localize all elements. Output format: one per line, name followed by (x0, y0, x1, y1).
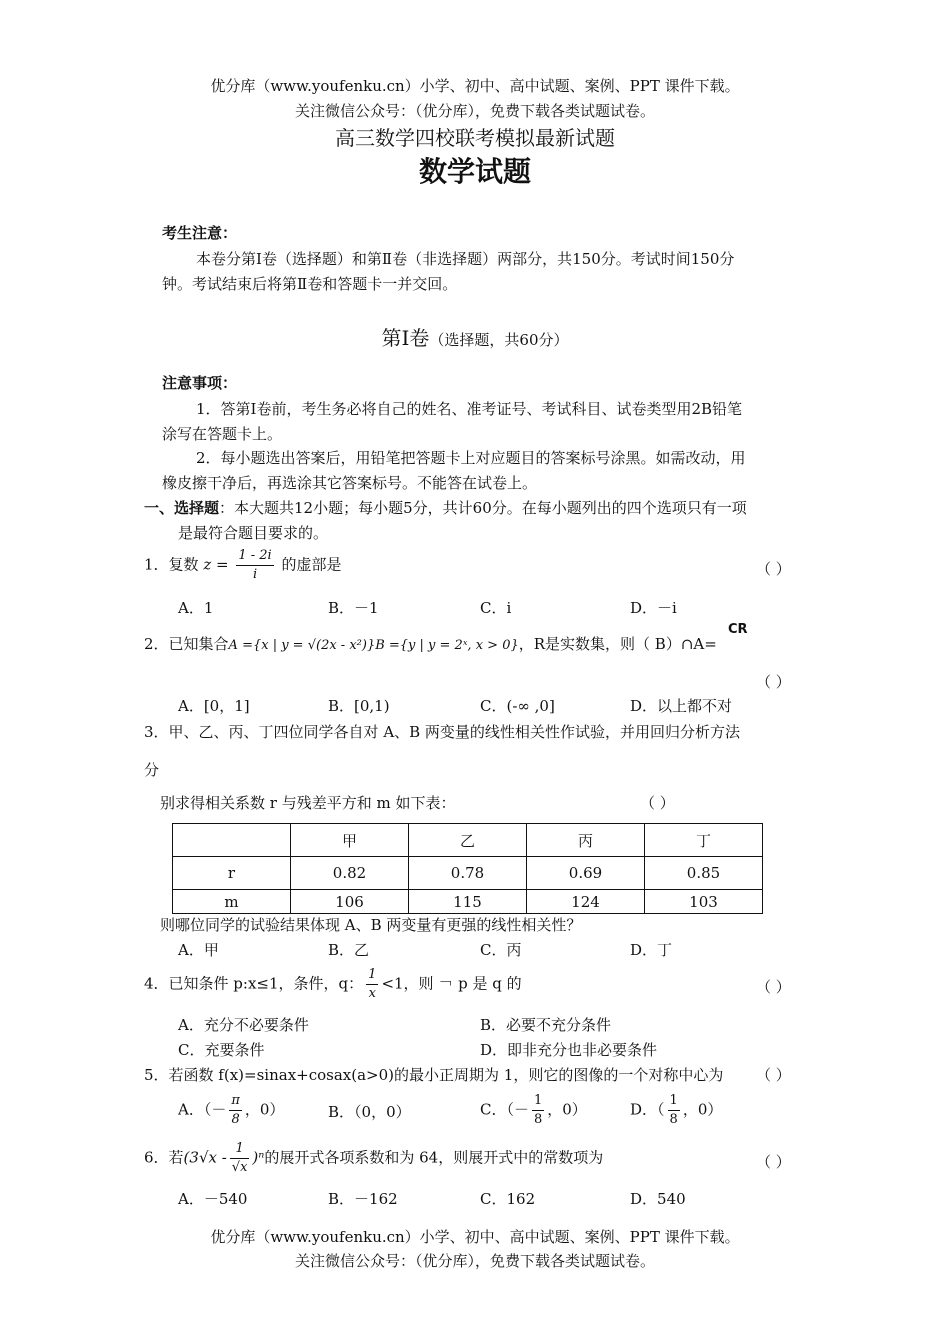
q3-option-a: A．甲 (178, 941, 219, 959)
q1-option-a: A．1 (178, 599, 214, 617)
q1-fraction (236, 547, 273, 584)
exam-subtitle: 高三数学四校联考模拟最新试题 (335, 126, 615, 150)
section1-desc-a: ：本大题共12小题；每小题5分，共计60分。在每小题列出的四个选项只有一项 (219, 499, 747, 517)
table-cell: 103 (645, 890, 763, 914)
table-cell: 124 (527, 890, 645, 914)
q5-option-d (630, 1092, 722, 1129)
part1-title: 第Ⅰ卷 (381, 326, 430, 350)
table-cell: 0.82 (291, 857, 409, 890)
q2-option-c: C．(-∞ ,0] (480, 697, 555, 715)
q4-num: 1 (366, 966, 378, 985)
table-cell: 0.85 (645, 857, 763, 890)
q5-option-d-post: ，0） (682, 1100, 723, 1119)
q3-paren: （ ） (640, 794, 675, 812)
q3-option-c: C．丙 (480, 941, 522, 959)
q1-num: 1 - 2i (236, 547, 273, 566)
section1-label: 一、选择题 (144, 499, 220, 517)
q4-option-a: A．充分不必要条件 (178, 1016, 309, 1034)
section1-line1 (144, 497, 747, 518)
q6-expr-b: )ⁿ (252, 1148, 265, 1167)
footer-line2: 关注微信公众号：（优分库），免费下载各类试题试卷。 (294, 1252, 655, 1270)
q6-fraction (230, 1140, 250, 1177)
q2-post: ，R是实数集，则（ B）∩A= (518, 635, 717, 653)
attention-item1-a: 1．答第Ⅰ卷前，考生务必将自己的姓名、准考证号、考试科目、试卷类型用2B铅笔 (196, 400, 743, 418)
q6-pre: 6．若 (144, 1148, 184, 1167)
table-header-row (173, 824, 763, 857)
header-line2: 关注微信公众号：（优分库），免费下载各类试题试卷。 (294, 102, 655, 120)
table-cell: 0.69 (527, 857, 645, 890)
table-header-cell: 丁 (645, 824, 763, 857)
q6-post: 的展开式各项系数和为 64，则展开式中的常数项为 (264, 1148, 604, 1167)
q5-option-c-num: 1 (532, 1092, 544, 1111)
q3-option-d: D．丁 (630, 941, 673, 959)
q5-paren: （ ） (756, 1066, 791, 1084)
q2-complement-symbol: CR (728, 622, 748, 637)
q5-option-a-fraction (229, 1092, 242, 1129)
q5-option-a-num: π (229, 1092, 242, 1111)
section1-desc-b: 是最符合题目要求的。 (178, 524, 329, 542)
attention-item2-a: 2．每小题选出答案后，用铅笔把答题卡上对应题目的答案标号涂黑。如需改动，用 (196, 449, 746, 467)
q4-option-c: C．充要条件 (178, 1041, 265, 1059)
q1-paren: （ ） (756, 560, 791, 578)
q4-paren: （ ） (756, 978, 791, 996)
q3-line1: 3．甲、乙、丙、丁四位同学各自对 A、B 两变量的线性相关性作试验，并用回归分析方法 (144, 723, 740, 741)
q2-sets: A ={x | y = √(2x - x²)}B ={y | y = 2ˣ, x > 0} (228, 638, 519, 653)
q3-option-b: B．乙 (328, 941, 370, 959)
q2-option-a: A．[0，1] (178, 697, 250, 715)
table-header-cell: 乙 (409, 824, 527, 857)
q6-num: 1 (230, 1140, 250, 1159)
q5-option-c-fraction (532, 1092, 544, 1129)
q5-option-c (480, 1092, 587, 1129)
q4-post: <1，则 ￢ p 是 q 的 (381, 974, 522, 993)
table-header-cell: 丙 (527, 824, 645, 857)
q6-option-b: B．－162 (328, 1190, 398, 1208)
q4-den: x (368, 986, 376, 1001)
q5-option-d-fraction (668, 1092, 680, 1129)
notice-line1: 本卷分第Ⅰ卷（选择题）和第Ⅱ卷（非选择题）两部分，共150分。考试时间150分 (196, 250, 735, 268)
q1-stem (144, 547, 342, 584)
q3-table (172, 823, 763, 914)
table-cell: 0.78 (409, 857, 527, 890)
q5-option-d-pre: D．（ (630, 1100, 665, 1119)
part1-subtitle: （选择题，共60分） (429, 331, 569, 349)
q5-option-c-pre: C．（－ (480, 1100, 529, 1119)
q2-pre: 2．已知集合 (144, 635, 229, 653)
table-header-cell (173, 824, 291, 857)
q2-paren: （ ） (756, 673, 791, 691)
q6-paren: （ ） (756, 1153, 791, 1171)
q4-option-b: B．必要不充分条件 (480, 1016, 612, 1034)
table-row (173, 857, 763, 890)
q6-den: √x (231, 1160, 248, 1175)
q3-question: 则哪位同学的试验结果体现 A、B 两变量有更强的线性相关性？ (160, 916, 582, 934)
q5-option-a (178, 1092, 284, 1129)
q6-option-c: C．162 (480, 1190, 536, 1208)
q5-option-a-pre: A．（－ (178, 1100, 227, 1119)
table-header-cell: 甲 (291, 824, 409, 857)
header-line1: 优分库（www.youfenku.cn）小学、初中、高中试题、案例、PPT 课件下载。 (210, 77, 740, 95)
table-cell: r (173, 857, 291, 890)
table-cell: 106 (291, 890, 409, 914)
footer-line1: 优分库（www.youfenku.cn）小学、初中、高中试题、案例、PPT 课件下载。 (210, 1228, 740, 1246)
q6-option-d: D．540 (630, 1190, 686, 1208)
q1-option-b: B．－1 (328, 599, 379, 617)
q5-option-b: B．（0，0） (328, 1103, 411, 1121)
q5-option-c-post: ，0） (547, 1100, 587, 1119)
notice-label: 考生注意： (162, 224, 238, 242)
attention-item1-b: 涂写在答题卡上。 (162, 425, 283, 443)
q6-expr-a: (3√x - (183, 1148, 227, 1167)
q1-z: z = (203, 555, 229, 574)
q3-line3: 别求得相关系数 r 与残差平方和 m 如下表： (160, 794, 456, 812)
q2-stem (144, 633, 717, 654)
table-row (173, 890, 763, 914)
q5-option-a-den: 8 (231, 1112, 240, 1127)
q2-option-d: D．以上都不对 (630, 697, 733, 715)
q6-option-a: A．－540 (178, 1190, 248, 1208)
q4-pre: 4．已知条件 p:x≤1，条件，q： (144, 974, 364, 993)
q5-option-d-num: 1 (668, 1092, 680, 1111)
attention-label: 注意事项： (162, 374, 238, 392)
q4-fraction (366, 966, 378, 1003)
attention-item2-b: 橡皮擦干净后，再选涂其它答案标号。不能答在试卷上。 (162, 474, 538, 492)
table-cell: m (173, 890, 291, 914)
q1-post: 的虚部是 (281, 555, 342, 574)
q5-option-d-den: 8 (669, 1112, 678, 1127)
q1-option-d: D．－i (630, 599, 677, 617)
part1-heading (0, 322, 950, 351)
q5-option-a-post: ，0） (244, 1100, 285, 1119)
q1-pre: 1．复数 (144, 555, 199, 574)
table-cell: 115 (409, 890, 527, 914)
q5-stem: 5．若函数 f(x)=sinax+cosax(a>0)的最小正周期为 1，则它的图像的一个对称中心为 (144, 1066, 724, 1084)
q2-option-b: B．[0,1) (328, 697, 390, 715)
exam-title: 数学试题 (418, 155, 531, 188)
q4-option-d: D．即非充分也非必要条件 (480, 1041, 658, 1059)
q6-stem (144, 1140, 603, 1177)
q1-option-c: C．i (480, 599, 512, 617)
q3-line2: 分 (144, 761, 160, 779)
q1-den: i (252, 567, 258, 582)
q4-stem (144, 966, 522, 1003)
q5-option-c-den: 8 (533, 1112, 543, 1127)
notice-line2: 钟。考试结束后将第Ⅱ卷和答题卡一并交回。 (162, 275, 458, 293)
